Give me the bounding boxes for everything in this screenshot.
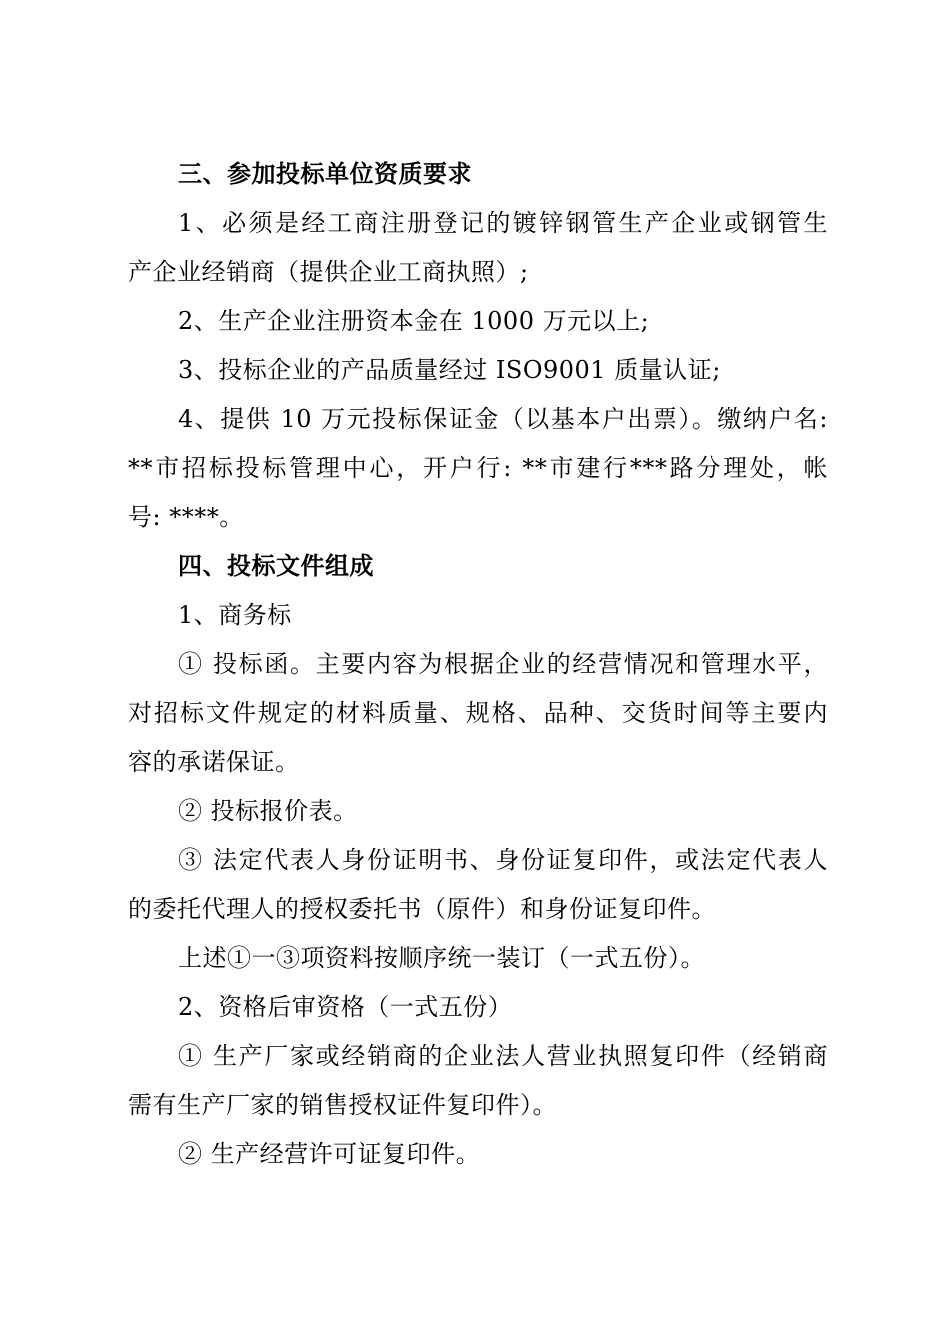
business-item-1-line-1: ① 投标函。主要内容为根据企业的经营情况和管理水平，	[178, 650, 828, 678]
subsection-business-bid: 1、商务标	[178, 601, 292, 629]
review-item-1-line-1: ① 生产厂家或经销商的企业法人营业执照复印件（经销商	[178, 1042, 828, 1070]
review-item-1-line-2: 需有生产厂家的销售授权证件复印件）。	[128, 1091, 557, 1119]
requirement-4-line-1: 4、提供 10 万元投标保证金（以基本户出票）。缴纳户名:	[178, 405, 828, 433]
requirement-3: 3、投标企业的产品质量经过 ISO9001 质量认证;	[178, 356, 721, 384]
business-item-1-line-3: 容的承诺保证。	[128, 748, 300, 776]
requirement-4-line-2: **市招标投标管理中心，开户行: **市建行***路分理处，帐	[128, 454, 828, 482]
business-item-3-line-1: ③ 法定代表人身份证明书、身份证复印件，或法定代表人	[178, 846, 828, 874]
requirement-4-line-3: 号: ****。	[128, 503, 244, 531]
requirement-1-line-2: 产企业经销商（提供企业工商执照）;	[128, 258, 529, 286]
review-item-2: ② 生产经营许可证复印件。	[178, 1140, 481, 1168]
business-item-3-line-2: 的委托代理人的授权委托书（原件）和身份证复印件。	[128, 895, 716, 923]
requirement-2: 2、生产企业注册资本金在 1000 万元以上;	[178, 307, 650, 335]
subsection-qualification-review: 2、资格后审资格（一式五份）	[178, 993, 513, 1021]
section-heading-qualifications: 三、参加投标单位资质要求	[178, 160, 472, 188]
requirement-1-line-1: 1、必须是经工商注册登记的镀锌钢管生产企业或钢管生	[178, 209, 828, 237]
business-item-1-line-2: 对招标文件规定的材料质量、规格、品种、交货时间等主要内	[128, 699, 828, 727]
document-page	[128, 150, 828, 1179]
binding-note: 上述①一③项资料按顺序统一装订（一式五份）。	[178, 944, 705, 972]
section-heading-bid-documents: 四、投标文件组成	[178, 552, 374, 580]
business-item-2: ② 投标报价表。	[178, 797, 358, 825]
